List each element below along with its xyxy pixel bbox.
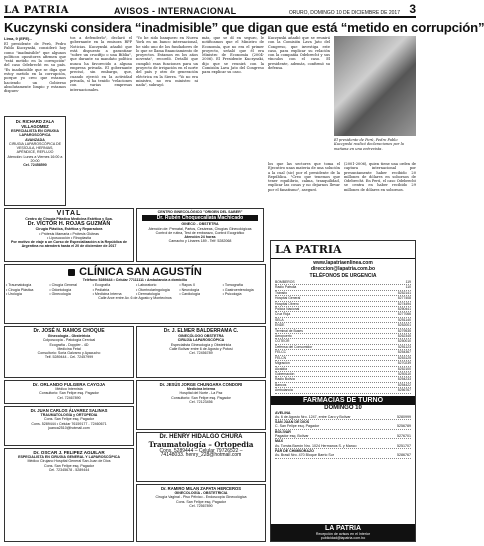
tel-number: 5274494: [397, 301, 411, 306]
tel-number: 5252001: [397, 323, 411, 328]
article-column-7: [344, 162, 416, 238]
article-text: "Yo he sido banquero en Nueva York en un banco internacional, he sido uno de los fundadores de lo que se llama financiamiento de proyectos. Estamos en los años noventa", recordó. Detalló que cumplió esas funciones para un proyecto de irrigación en el norte del país y otro de generación eléctrica en la Sierra. "Yo no era ministro, no era ministro ni nada", subrayó.: [136, 36, 198, 88]
ad-doctor-name: Dr. RAMIRO MILAN ZAPATA HERCEROS: [160, 486, 242, 491]
ad-line: Colposcopía - Patología Cervical: [42, 338, 96, 343]
photo-caption: El presidente de Perú, Pedro Pablo Kuczynski realizó declaraciones por la mañana en una entrevista.: [334, 138, 404, 151]
tel-number: 5254367: [397, 350, 411, 355]
ad-address: Consultorio: San Felipe esq. Pagador: [39, 391, 99, 396]
farm-item: [275, 430, 411, 440]
specialty-item: • Gastroenterología: [222, 287, 254, 292]
article-column-1: [4, 36, 66, 114]
ad-phone: 74148033. henry_228@hotmail.com: [160, 452, 242, 459]
sidebar-panel: [270, 240, 416, 542]
farm-title: FARMACIAS DE TURNO: [271, 396, 415, 405]
ad-vital: [4, 208, 134, 262]
ad-felipez: [4, 448, 134, 542]
ad-phone: Cel. 72567890: [189, 503, 213, 508]
ad-line: Medicina Interna: [186, 387, 216, 391]
tel-name: Bancos: [275, 382, 287, 387]
tel-name: Gobernación: [275, 371, 295, 376]
ad-phone: Cons. 5289444 – Celular 79726522 –: [159, 448, 243, 454]
footer-line: Recepción de avisos en el Interior: [315, 532, 371, 536]
ad-line: CIRUJÍA LAPAROSCÓPICA: [177, 338, 225, 343]
ad-zala: [4, 116, 66, 206]
brand-name: LA PATRIA: [4, 5, 69, 16]
tel-name: BOMBEROS: [275, 280, 295, 284]
article-column-3: [136, 36, 198, 206]
ad-title: VITAL: [56, 210, 82, 217]
ad-doctor-name: Dr. ORLANDO FULGERA CAYOJA: [32, 382, 106, 387]
tel-name: Defensa del Consumidor: [275, 344, 313, 349]
specialty-item: • Cirugía General: [49, 283, 77, 288]
ad-line: Por motivo de viaje a un Curso de Especialización a la República de Argentina no atenderá hasta el 20 de diciembre de 2017: [10, 240, 128, 249]
article-text: los que las sectores que toma el Ejecutivo unas materia de una solución a la cual (sic) por el presidente de la República. "Creo que tenemos que tener equilibrio, calma, tranquilidad, explicar las cosas y no dejarnos llevar por el fanatismo", aseguró.: [268, 162, 340, 192]
farm-phone: 5280999: [397, 414, 411, 419]
ad-doctor-name: Dr. JOSÉ N. RAMOS CHOQUE: [33, 328, 105, 334]
farm-item: [275, 420, 411, 430]
tel-name: Radio Patrulla: [275, 285, 297, 290]
ad-doctor-name: Dr. JUAN CARLOS ÁLVAREZ SALINAS: [30, 408, 108, 413]
tel-name: COTEOR: [275, 339, 290, 344]
tel-number: 5250110: [398, 371, 411, 376]
tel-name: Radio Bolivia: [275, 377, 295, 382]
specialty-item: • Dermatología: [135, 291, 160, 296]
farm-detail: [275, 444, 411, 448]
ad-address: Consultorio: San Felipe esq. Pagador: [171, 395, 231, 400]
ad-line: • Prótesis Mamaria • Prótesis Glúteas: [39, 231, 99, 236]
specialty-item: • Cardiología: [179, 291, 200, 296]
article-text: Kuczynski añadió que se reunirá con la Comisión Lava Jato del Congreso, que investiga este caso, para explicar su relación con la compañía Odebrecht y sus vínculos con el caso. El presidente, además, confirmó su defensa.: [268, 36, 330, 71]
ad-line: Medicina Fetal: [57, 346, 81, 351]
ad-phone: Cel. 72456789: [189, 351, 213, 356]
tel-number: 5250010: [397, 339, 411, 344]
tel-number: 119: [405, 280, 411, 284]
farm-name: MAX: [275, 439, 283, 444]
farm-detail: [275, 415, 411, 419]
farm-address: Av. Brasil Nro. 470 Bloque Barrio Sur: [275, 453, 334, 458]
ad-phone: Telf. 5289444 - Cel. 72457999: [44, 355, 94, 360]
farm-detail: [275, 434, 411, 438]
tel-name: Migración: [275, 361, 290, 366]
specialty-list: [6, 283, 264, 296]
tel-name: Cruz Roja: [275, 312, 291, 317]
tel-number: 5254233: [397, 377, 411, 382]
tel-number: 5251123: [398, 344, 411, 349]
sidebar-website: www.lapatriaenlinea.com: [313, 260, 373, 266]
ad-zapata: [136, 484, 266, 542]
specialty-item: • Otorrinolaringología: [135, 287, 170, 292]
farm-name: FAR DE CHIMBORAZO: [275, 448, 314, 453]
tel-name: Alcaldía: [275, 366, 288, 371]
ad-phone: Cel. 72123456: [189, 399, 213, 404]
ad-phone: Cons. 5289444 • Celular 76159177 - 72460671: [31, 421, 107, 426]
ad-line: TRAUMATOLOGÍA y ORTOPEDIA: [40, 413, 98, 417]
farm-phone: 5276701: [397, 434, 411, 439]
ad-phone: Cel. 72467890: [57, 395, 81, 400]
specialty-item: • Cirugía Plástica: [6, 287, 34, 292]
page-number: 3: [409, 2, 416, 16]
farm-address: Av. 6 de Agosto Nro. 1247, entre Caro y Bolívar: [275, 414, 351, 419]
ad-line: Centro de Cirugía Plástica Medicina Estética y Spa.: [25, 217, 113, 221]
ad-phone: Cel. 72458590: [23, 163, 47, 168]
ad-doctor-name: Dr. OSCAR J. FELIPEZ AGUILAR: [33, 450, 105, 455]
sidebar-email: direccion@lapatria.com.bo: [310, 266, 376, 272]
ad-doctor-name: Dr. Rubén Choquecallata Machicado: [142, 215, 258, 221]
tel-number: 5254422: [397, 382, 411, 387]
footer-box: [271, 524, 415, 541]
article-column-6: [268, 162, 340, 238]
tel-number: 5251140: [398, 317, 411, 322]
ad-address: Cons. San Felipe esq. Pagador: [44, 417, 94, 422]
article-column-2: [70, 36, 132, 206]
tel-number: 5277408: [397, 296, 411, 301]
article-headline: Kuczynski considera “inadmisible” que digan que está “metido en corrupción”: [4, 20, 484, 35]
tel-name: Hospital General: [275, 296, 301, 301]
tel-number: 5279535: [397, 328, 411, 333]
tel-name: Ambulancia: [275, 388, 293, 393]
specialty-item: • Tomografía: [222, 283, 243, 288]
page-header: [4, 4, 416, 18]
ad-address: Calle Bolívar entre 6 de Agosto y Potosí: [169, 346, 233, 351]
farm-address: Pagador esq. Bolívar: [275, 434, 309, 439]
specialty-item: • Laboratorio: [135, 283, 157, 288]
ad-address: Cons. San Felipe esq. Pagador: [44, 463, 94, 468]
tel-name: FELCC: [275, 350, 287, 355]
specialty-item: • Ginecología: [49, 291, 71, 296]
ad-line: Traumatología – Ortopedia: [148, 440, 254, 449]
article-column-4: [202, 36, 264, 206]
tel-number: 5262345: [397, 334, 411, 339]
specialty-item: • Medicina Interna: [92, 291, 122, 296]
article-column-5: [268, 36, 330, 160]
tel-name: Hospital Obrero: [275, 301, 299, 306]
ad-line: GINECOLOGÍA - OBSTETRICIA: [174, 491, 228, 495]
ad-line: Atención 24 horas: [184, 235, 216, 240]
specialty-item: • Neurología: [179, 287, 200, 292]
ad-line: Especialista Ginecología y Obstetricia: [170, 342, 232, 347]
ad-line: Ginecología - Obstetricia: [47, 334, 91, 338]
ad-line: Cirugía Plástica, Estética y Reparadora: [35, 227, 103, 232]
tel-number: 5270239: [397, 361, 411, 366]
ad-doctor-name: Dr. VÍCTOR H. ROJAS GUZMÁN: [27, 221, 111, 228]
ad-line: ESPECIALISTA EN CIRUGIA GENERAL Y LAPAROSCÓPICA: [18, 455, 120, 459]
footer-email: publicidad@lapatria.com.bo: [320, 536, 366, 540]
specialty-item: • Traumatología: [6, 283, 32, 288]
footer-brand: LA PATRIA: [324, 525, 362, 532]
farm-date: DOMINGO 10: [324, 404, 362, 411]
tel-name: FELCN: [275, 355, 287, 360]
tel-row: [275, 388, 411, 393]
tel-number: 5277066: [397, 312, 411, 317]
ad-clinica: [4, 264, 266, 324]
specialty-item: • Rayos X: [179, 283, 196, 288]
ad-address: Consultorio: Soria Galvarro y Ayacucho: [37, 351, 101, 356]
farm-address: C. San Felipe esq. Pagador: [275, 424, 320, 429]
tel-name: ENDE: [275, 323, 285, 328]
article-photo: [334, 36, 416, 136]
ad-line: CIRUGIA LAPAROSCÓPICA DE VESÍCULA, HERNIAS, APÉNDICE, REFLUJO: [8, 141, 62, 155]
ad-address: Camacho y Linares 189 - Telf: 5282068: [168, 239, 232, 244]
ad-email: juanca2510@hotmail.com: [48, 425, 90, 430]
ad-line: Cirugía Vaginal - Piso Pélvico - Endoscopía Ginecológica: [155, 495, 247, 500]
tel-name: Tránsito: [275, 290, 288, 295]
ad-line: AVANZADA: [25, 137, 45, 142]
ad-line: Atención de: Prenatal, Partos, Cesáreas, Cirugías Ginecológicas: [148, 226, 252, 231]
tel-name: SELA: [275, 317, 284, 322]
ad-line: ESPECIALISTA EN CIRUGIA LAPAROSCÓPICA: [11, 129, 59, 138]
ad-doctor-name: Dr. HENRY HIDALGO CHURA: [159, 434, 243, 440]
tel-name: Policía Nacional: [275, 307, 300, 312]
ad-title: CENTRO GINECOLÓGICO "ORIGEN DEL SABER": [157, 210, 243, 214]
ad-line: Ecografía - Doppler - 4D: [49, 342, 89, 347]
farm-list: [271, 411, 415, 459]
article-text: más, que se dí en seguro, le notificamos que el Ministro de Economía, que no era el primer proyecto, señaló que él era Ministro de Economía (2004-2006). El Presidente Kuczynski, dijo que se reunirá con la Comisión Lava Jato del Congreso para explicar su caso.: [202, 36, 264, 75]
farm-name: AVELINA: [275, 410, 291, 415]
farm-item: [275, 411, 411, 421]
sidebar-brand: LA PATRIA: [271, 241, 415, 259]
farm-item: [275, 449, 411, 459]
ad-hidalgo: [136, 432, 266, 482]
ad-doctor-name: Dr. RICHARD ZALA VILLAGOMEZ: [15, 119, 55, 129]
ad-fulgera: [4, 380, 134, 404]
ad-line: Control de rutina, Test de embarazo, Control Ecográfico: [155, 230, 245, 235]
article-text: El presidente de Perú, Pedro Pablo Kuczynski, consideró hoy como "inadmisible" que algunos políticos opositores afirmen que "está metido en la corrupción" del caso Odebrecht en su país. "Es inadmisible que se diga que estoy metido en la corrupción, porque yo creo que estamos haciendo un Gobierno absolutamente limpio y estamos dispues-: [4, 42, 66, 94]
tel-number: 5252141: [397, 290, 411, 295]
farm-item: [275, 439, 411, 449]
ad-doctor-name: Dr. J. ELMER BALDERRAMA C.: [163, 328, 239, 334]
tel-name: Aeropuerto: [275, 334, 292, 339]
tel-number: 110: [405, 285, 411, 290]
tel-number: 5252100: [397, 366, 411, 371]
ad-line: GINECO - OBSTETRA: [181, 222, 219, 227]
specialty-item: • Urología: [6, 291, 22, 296]
ad-gineco: [136, 208, 264, 262]
farm-detail: [275, 424, 411, 428]
article-byline: Lima, 9 (EFE).-: [4, 36, 32, 41]
ad-line: Médico Cirujano Hospital General San Juan de Dios: [27, 459, 111, 464]
farm-detail: [275, 453, 411, 457]
issue-date: ORURO, DOMINGO 10 DE DICIEMBRE DE 2017: [288, 10, 400, 16]
section-title: AVISOS - INTERNACIONAL: [114, 6, 237, 16]
ad-title: CLÍNICA SAN AGUSTÍN: [79, 266, 202, 278]
farm-phone: 5256789: [397, 424, 411, 429]
article-text: tos a defenderlo", declaró el gobernante en la emisora RPP Noticias. Kuczynski añadió que está dispuesto a garantizar "sobre un crucifijo o una Biblia", que durante su mandato político nunca ha favorecido a alguna empresa privada. El gobernante precisó, sin embargo, que, cuando ejerció en la actividad privada, sí ha tenido "relaciones con varias empresas internacionales.: [70, 36, 132, 92]
tel-title: TELÉFONOS DE URGENCIA: [309, 273, 377, 279]
ad-line: • Liposuccción • Rinoplastia: [46, 235, 92, 240]
ad-line: Hospital del Norte - La Paz: [179, 391, 223, 396]
tel-number: 5256767: [397, 388, 411, 393]
clinic-logo-icon: [68, 269, 75, 276]
ad-alvarez: [4, 406, 134, 446]
specialty-item: • Psicología: [222, 291, 242, 296]
farm-phone: 5286767: [397, 453, 411, 458]
ad-chungara: [136, 380, 266, 430]
ad-address: Calle Arce entre Av. 6 de Agosto y Montecinos: [98, 296, 172, 301]
ad-line: Atención: Lunes a Viernes 16:00 a 20:00: [7, 154, 63, 164]
tel-name: Terminal de Buses: [275, 328, 303, 333]
ad-address: Cons. San Felipe esq. Pagador: [176, 499, 226, 504]
ad-line: GINECÓLOGO OBSTETRA: [178, 334, 224, 338]
farm-name: BOLÍVAR: [275, 429, 291, 434]
tel-number: 5253125: [397, 355, 411, 360]
specialty-item: • Odontología: [49, 287, 72, 292]
ad-line: Médico Internista: [55, 387, 83, 391]
farm-name: SAN JUAN DE DIOS: [275, 420, 310, 425]
article-text: (2001-2006), quien tiene una orden de captura internacional por presuntamente haber recibido 20 millones de dólares en sobornos de Odebrecht. En Perú, el caso Odebrecht se centra en haber recibido 29 millones de dólares en sobornos.: [344, 162, 416, 192]
specialty-item: • Pediatría: [92, 287, 110, 292]
ad-phone: Teléfono 5289444 • Celular 77111111 • Ambulancia a domicilio: [82, 278, 188, 282]
ad-ramos: [4, 326, 134, 378]
tel-list: [271, 280, 415, 394]
specialty-item: • Ecografía: [92, 283, 111, 288]
ad-doctor-name: Dr. JESÚS JORGE CHUNGARA CONDORI: [159, 382, 243, 387]
tel-number: 5250441: [397, 307, 411, 312]
farm-address: Av. Tomás Barrón Nro. 1024 Hermanos S. y Manco: [275, 443, 357, 448]
farm-phone: 5251707: [397, 443, 411, 448]
ad-phone: Cel. 72345678 - 5289444: [48, 467, 90, 472]
ad-balderrama: [136, 326, 266, 378]
